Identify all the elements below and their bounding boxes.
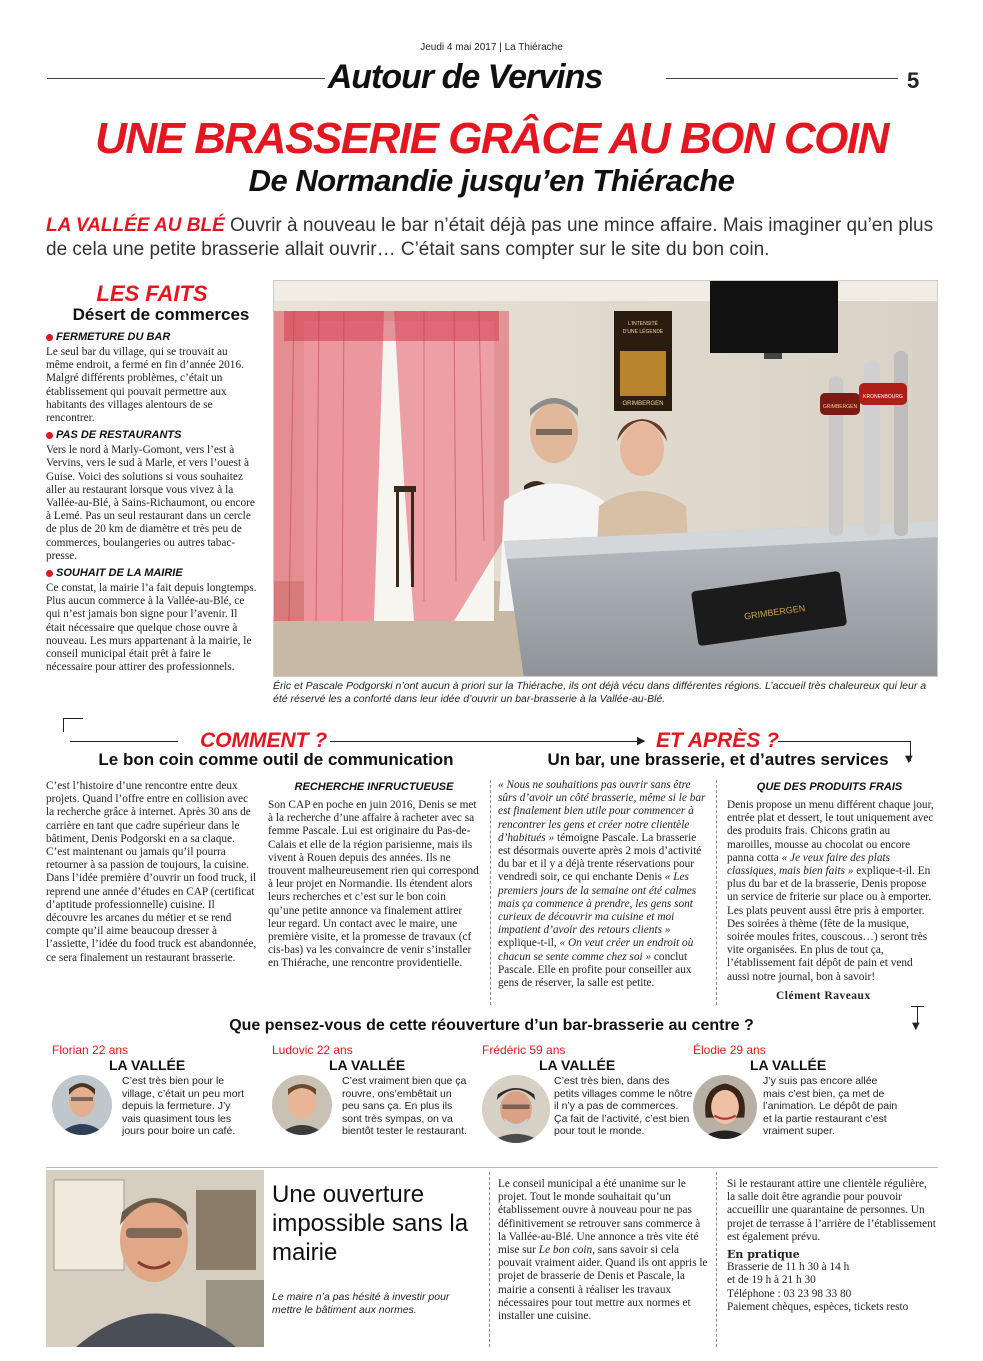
bullet-icon [46,432,53,439]
lead-place: LA VALLÉE AU BLÉ [46,215,225,236]
mayor-column-1: Le conseil municipal a été unanime sur le projet. Tout le monde souhaitait qu’un établissement ouvre à nouveau pour ne pas définitivement se retrouver sans commerce à la Vallée-au-Blé. Une annonce a très vite été mise sur Le bon coin, sans savoir si cela pouvait vraiment aider. Quand ils ont appris le projet de brasserie de Denis et Pascale, la mairie a consenti à réaliser les travaux nécessaires pour tout mettre aux normes et installer une cuisine. [498,1178,708,1323]
column-divider [716,1172,717,1347]
avatar [693,1075,757,1139]
fact-text: Vers le nord à Marly-Gomont, vers l’est à Vervins, vers le sud à Marle, et vers l’ouest à Guise. Voici des solutions si vous souhaitez aller au restaurant lorsque vous vivez à la Vallée-au-Blé, à Sains-Richaumont, ou encore à Lemé. Pas un seul restaurant dans un cercle de plus de 20 km de diamètre et très peu de commerces, boulangeries ou autres tabac-presse. [46,444,255,562]
vox-place: LA VALLÉE [539,1057,616,1073]
lead-paragraph [46,214,946,262]
vox-card [272,1043,477,1137]
vox-place: LA VALLÉE [329,1057,406,1073]
after-title: Un bar, une brasserie, et d’autres services [547,750,889,769]
after-column-4-heading: QUE DES PRODUITS FRAIS [756,781,903,793]
arrow-down-icon: ▼ [905,754,913,765]
timeline-start [63,718,64,732]
practical-line: et de 19 h à 21 h 30 [727,1274,816,1287]
comment-column-2: Son CAP en poche en juin 2016, Denis se met à la recherche d’une affaire à racheter avec sa femme Pascale. Lui est originaire du Pas-de-Calais et elle de la région parisienne, mais ils vivent à Rouen depuis des années. Ils ne trouvent malheureusement rien qui correspond à leur projet en Normandie. Ils étendent alors leurs recherches et c’est sur le bon coin qu’une petite annonce va finalement attirer leur regard. Un contact avec le maire, une première visite, et la promesse de travaux (cf cis-bas) va les convaincre de venir s’installer en Thiérache, une rencontre providentielle. [268,799,479,970]
practical-line: Téléphone : 03 23 98 33 80 [727,1287,852,1300]
mayor-lead: Le maire n’a pas hésité à investir pour mettre le bâtiment aux normes. [272,1291,450,1316]
fact-text: Le seul bar du village, qui se trouvait au même endroit, a fermé en fin d’année 2016. Malgré différents problèmes, c’était un établissement qui pouvait permettre aux habitants des villages alentours de se rencontrer. [46,346,244,425]
tap-label-2: KRONENBOURG [863,394,903,400]
facts-box [46,281,258,674]
vox-card [482,1043,697,1137]
fact-text: Ce constat, la mairie l’a fait depuis longtemps. Plus aucun commerce à la Vallée-au-Blé, ce qui n’est jamais bon signe pour l’avenir. Il était nécessaire que quelque chose ouvre à nouveau. Les murs appartenant à la mairie, le conseil municipal était prêt à faire le nécessaire pour attirer des professionnels. [46,582,257,674]
fact-heading: PAS DE RESTAURANTS [46,429,258,441]
avatar [482,1075,550,1143]
comment-column-1: C’est l’histoire d’une rencontre entre deux projets. Quand l’offre entre en collision avec la recherche grâce à internet. Après 30 ans de carrière en tant que cadre supérieur dans le bâtiment, Denis Podgorski en a sa claque. C’est maintenant ou jamais qu’il pourra retourner à sa passion de toujours, la cuisine. Dans l’idée première d’ouvrir un food truck, il reprend une année d’études en CAP (certificat d’aptitude professionnelle) cuisine. Il découvre les arcanes du métier et se rend compte qu’il aime beaucoup dresser à l’assiette, l’idée du food truck est abandonnée, ce sera finalement un restaurant brasserie. [46,780,257,964]
vox-name: Florian 22 ans [52,1043,129,1057]
comment-column-2-heading: RECHERCHE INFRUCTUEUSE [294,781,454,793]
tap-label-1: GRIMBERGEN [822,404,858,410]
vox-place: LA VALLÉE [109,1057,186,1073]
mayor-title: Une ouverture impossible sans la mairie [272,1181,469,1266]
issue-date: Jeudi 4 mai 2017 [420,42,497,53]
facts-subtitle: Désert de commerces [72,305,250,324]
column-divider [716,780,717,1005]
vox-name: Élodie 29 ans [693,1043,766,1057]
mayor-column-2: Si le restaurant attire une clientèle régulière, la salle doit être agrandie pour pouvoir accueillir une quarantaine de personnes. Un projet de terrasse à l’arrière de l’établissement est également prévu. En pratique Brasserie de 11 h 30 à 14 h et de 19 h à 21 h 30 Téléphone : 03 23 98 33 80 Paiement chèques, espèces, tickets resto [727,1178,936,1313]
poster-brand: GRIMBERGEN [622,401,664,407]
section-title: Autour de Vervins [327,58,603,96]
after-label: ET APRÈS ? [656,729,779,752]
bullet-icon [46,334,53,341]
comment-label: COMMENT ? [200,729,328,752]
bar-interior-illustration [274,281,938,677]
timeline-line [70,741,178,742]
vox-question: Que pensez-vous de cette réouverture d’un bar-brasserie au centre ? [229,1017,754,1034]
headline: UNE BRASSERIE GRÂCE AU BON COIN [95,114,888,163]
photo-caption: Éric et Pascale Podgorski n’ont aucun à priori sur la Thiérache, ils ont déjà vécu dans différentes régions. L’accueil très chaleureux qui leur a été réservé les a conforté dans leur idée d’ouvrir un bar-brasserie à la Vallée-au-Blé. [273,680,927,705]
fact-heading: FERMETURE DU BAR [46,331,258,343]
practical-line: Brasserie de 11 h 30 à 14 h [727,1261,850,1274]
timeline-line [330,741,643,742]
dateline: Jeudi 4 mai 2017 | La Thiérache [420,42,563,53]
comment-title: Le bon coin comme outil de communication [98,750,454,769]
mayor-photo [46,1170,264,1347]
facts-title: LES FAITS [96,281,208,306]
column-divider [489,1172,490,1347]
practical-line: Paiement chèques, espèces, tickets resto [727,1300,909,1313]
subheadline: De Normandie jusqu’en Thiérache [248,163,735,198]
timeline-line [778,741,911,742]
poster-text-2: D’UNE LÉGENDE [622,329,664,335]
column-divider [490,780,491,1005]
vox-name: Frédéric 59 ans [482,1043,566,1057]
lead-text: Ouvrir à nouveau le bar n’était déjà pas une mince affaire. Mais imaginer qu’en plus de cela une petite brasserie allait ouvrir… C’était sans compter sur le site du bon coin. [46,215,934,260]
vox-place: LA VALLÉE [750,1057,827,1073]
bullet-icon [46,570,53,577]
main-photo [273,280,938,677]
after-column-3: « Nous ne souhaitions pas ouvrir sans être sûrs d’avoir un côté brasserie, même si le bar est finalement bien utile pour commencer à rencontrer les gens et créer notre clientèle d’habitués » témoigne Pascale. La brasserie est désormais ouverte après 2 mois d’activité du bar et il y a déjà trente réservations pour vendredi soir, ce qui enchante Denis « Les premiers jours de la semaine ont été calmes mais ça commence à prendre, les gens sont curieux de découvrir ma cuisine et moi impatient d’avoir des retours clients » explique-t-il, « On veut créer un endroit où chacun se sente comme chez soi » conclut Pascale. Elle en profite pour conseiller aux gens de réserver, la salle est petite. [498,779,706,990]
vox-text: J’y suis pas encore allée mais c’est bien, ça met de l’animation. Le dépôt de pain et la partie restaurant c’est vraiment super. [763,1075,898,1137]
vox-card [693,1043,903,1137]
vox-text: C’est vraiment bien que ça rouvre, ons’embêtait un peu sans ça. En plus ils sont très sympas, on va bientôt tester le restaurant. [342,1075,467,1137]
newspaper-name: La Thiérache [504,42,563,53]
avatar [52,1075,112,1135]
vox-name: Ludovic 22 ans [272,1043,353,1057]
page-number: 5 [907,68,920,93]
poster-text-1: L’INTENSITÉ [628,321,658,327]
after-column-4: Denis propose un menu différent chaque jour, entrée plat et dessert, le tout uniquement avec des produits frais. Chicons gratin au maroilles, mousse au chocolat ou encore panna cotta « Je veux faire des plats classiques, mais bien faits » explique-t-il. En plus du bar et de la brasserie, Denis propose un service de friterie sur place ou à emporter. Les plats peuvent aussi être pris à emporter. Des soirées à thème (fête de la musique, soirée moules frites, couscous…) seront très vite organisées. En plus de tout ça, l’établissement fait dépôt de pain et vend aussi notre journal, bon à savoir! [727,799,934,983]
vox-card [52,1043,257,1137]
fact-heading: SOUHAIT DE LA MAIRIE [46,567,258,579]
section-divider [46,1167,938,1168]
vox-text: C’est très bien pour le village, c’était un peu mort depuis la fermeture. J’y vais quasiment tous les jours pour boire un café. [122,1075,244,1137]
mat-text: GRIMBERGEN [743,603,806,622]
practical-title: En pratique [727,1248,800,1262]
arrow-down-icon: ▼ [912,1021,920,1032]
avatar [272,1075,332,1135]
arrow-right-icon: ▶ [637,734,646,747]
author-signature: Clément Raveaux [776,990,871,1002]
vox-text: C’est très bien, dans des petits villages comme le nôtre il n’y a pas de commerces. Ça fait de l’activité, c’est bien pour tout le monde. [554,1075,693,1137]
